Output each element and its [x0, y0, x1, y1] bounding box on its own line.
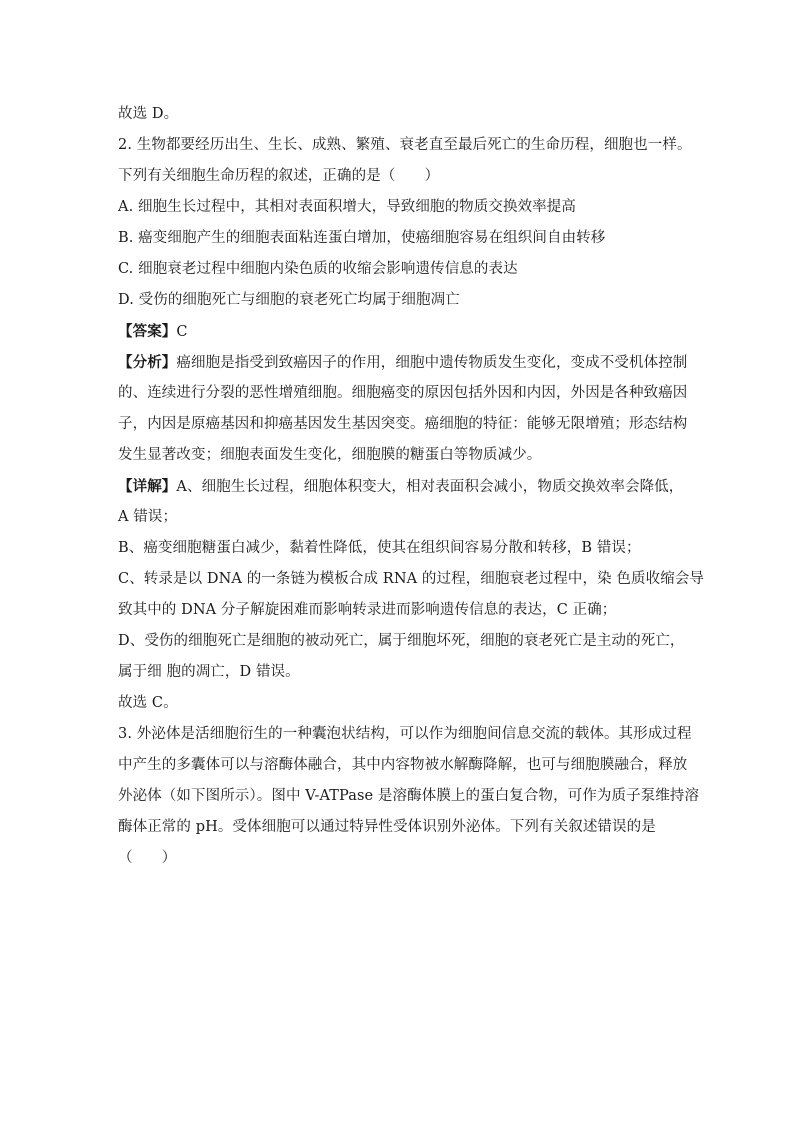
q2-answer	[118, 316, 678, 347]
analysis-tag: 【分析】	[118, 354, 177, 371]
q2-detail-line-3: B、癌变细胞糖蛋白减少，黏着性降低，使其在组织间容易分散和转移，B 错误；	[118, 540, 641, 556]
q2-analysis-line-4: 发生显著改变；细胞表面发生变化，细胞膜的糖蛋白等物质减少。	[118, 447, 542, 463]
analysis-text: 癌细胞是指受到致癌因子的作用，细胞中遗传物质发生变化，变成不受机体控制	[176, 355, 688, 371]
q2-detail-line-1	[118, 471, 684, 502]
document-page	[118, 99, 704, 874]
q2-analysis-line-2: 的、连续进行分裂的恶性增殖细胞。细胞癌变的原因包括外因和内因，外因是各种致癌因	[118, 385, 688, 401]
q2-option-a: A. 细胞生长过程中，其相对表面积增大，导致细胞的物质交换效率提高	[118, 199, 576, 215]
q3-stem-line-5: （ ）	[118, 850, 177, 866]
q2-detail-line-2: A 错误；	[118, 509, 178, 525]
q2-stem-line-1: 2. 生物都要经历出生、生长、成熟、繁殖、衰老直至最后死亡的生命历程，细胞也一样。	[118, 137, 692, 153]
q2-analysis-line-1	[118, 347, 688, 378]
detail-tag: 【详解】	[118, 478, 177, 495]
answer-tag: 【答案】	[118, 323, 177, 340]
q2-detail-line-7: 属于细 胞的凋亡，D 错误。	[118, 664, 300, 680]
q3-stem-line-3: 外泌体（如下图所示）。图中 V-ATPase 是溶酶体膜上的蛋白复合物，可作为质子泵维持溶	[118, 788, 700, 804]
q3-stem-line-1: 3. 外泌体是活细胞衍生的一种囊泡状结构，可以作为细胞间信息交流的载体。其形成过程	[118, 726, 692, 742]
q1-conclusion: 故选 D。	[118, 106, 179, 122]
q2-option-d: D. 受伤的细胞死亡与细胞的衰老死亡均属于细胞凋亡	[118, 292, 460, 308]
q2-stem-line-2: 下列有关细胞生命历程的叙述，正确的是（ ）	[118, 168, 440, 184]
q2-option-b: B. 癌变细胞产生的细胞表面粘连蛋白增加，使癌细胞容易在组织间自由转移	[118, 230, 606, 246]
detail-text: A、细胞生长过程，细胞体积变大，相对表面积会减小，物质交换效率会降低，	[176, 479, 684, 495]
q3-stem-line-4: 酶体正常的 pH。受体细胞可以通过特异性受体识别外泌体。下列有关叙述错误的是	[118, 819, 656, 835]
q2-detail-line-4: C、转录是以 DNA 的一条链为模板合成 RNA 的过程，细胞衰老过程中，染 色质收缩会导	[118, 571, 704, 587]
q2-option-c: C. 细胞衰老过程中细胞内染色质的收缩会影响遗传信息的表达	[118, 261, 518, 277]
q2-detail-line-5: 致其中的 DNA 分子解旋困难而影响转录进而影响遗传信息的表达，C 正确；	[118, 602, 617, 618]
q2-analysis-line-3: 子，内因是原癌基因和抑癌基因发生基因突变。癌细胞的特征：能够无限增殖；形态结构	[118, 416, 688, 432]
q2-detail-line-6: D、受伤的细胞死亡是细胞的被动死亡，属于细胞坏死，细胞的衰老死亡是主动的死亡，	[118, 633, 685, 649]
q2-conclusion: 故选 C。	[118, 695, 178, 711]
q3-stem-line-2: 中产生的多囊体可以与溶酶体融合，其中内容物被水解酶降解，也可与细胞膜融合，释放	[118, 757, 688, 773]
answer-value: C	[176, 324, 188, 340]
